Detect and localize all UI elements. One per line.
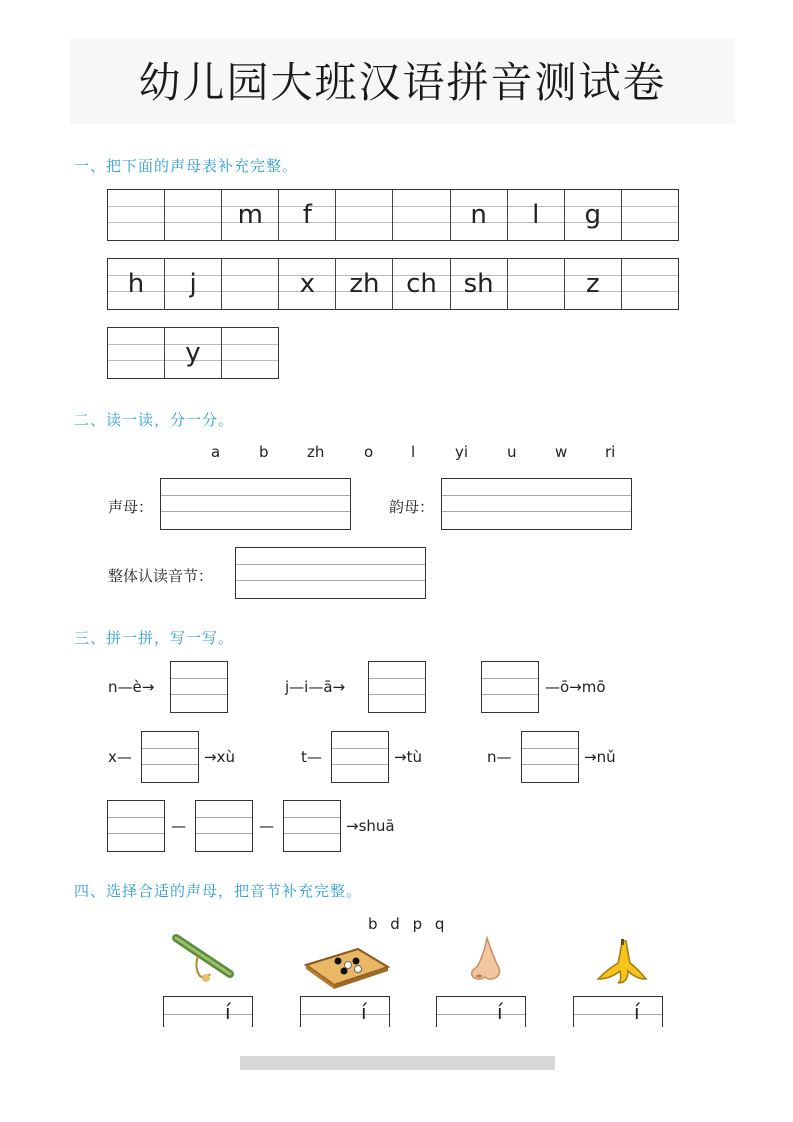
- syllable-ending: í: [225, 1000, 231, 1024]
- grid-cell[interactable]: [622, 259, 678, 309]
- pinyin-prompt: t—: [301, 748, 322, 766]
- letter-item: a: [211, 443, 221, 461]
- grid-cell: f: [279, 190, 336, 240]
- letter-item: yi: [455, 443, 469, 461]
- grid-cell[interactable]: [108, 190, 165, 240]
- pinyin-result: →tù: [394, 748, 422, 766]
- go-board-icon: [298, 945, 392, 989]
- grid-cell[interactable]: [108, 328, 165, 378]
- letter-item: u: [507, 443, 517, 461]
- syllable-ending: í: [361, 1000, 367, 1024]
- pinyin-prompt: n—: [487, 748, 512, 766]
- pinyin-result: →nǔ: [584, 748, 616, 766]
- section3-heading: 三、拼一拼，写一写。: [74, 629, 235, 647]
- letter-item: ri: [605, 443, 616, 461]
- letter-item: w: [555, 443, 568, 461]
- shengmu-grid-row2: [107, 258, 679, 310]
- shengmu-grid-row3: [107, 327, 279, 379]
- grid-cell: y: [165, 328, 222, 378]
- pinyin-answer-box[interactable]: [331, 731, 389, 783]
- syllable-ending: í: [497, 1000, 503, 1024]
- pinyin-prompt: —ō→mō: [545, 678, 606, 696]
- syllable-answer-box[interactable]: [436, 996, 526, 1028]
- grid-cell: x: [279, 259, 336, 309]
- grid-cell[interactable]: [336, 190, 393, 240]
- flute-icon: [170, 932, 236, 984]
- section2-heading: 二、读一读，分一分。: [74, 411, 235, 429]
- grid-cell[interactable]: [622, 190, 678, 240]
- grid-cell[interactable]: [393, 190, 450, 240]
- grid-cell: zh: [336, 259, 393, 309]
- letter-item: l: [411, 443, 416, 461]
- pinyin-result: →shuā: [346, 817, 395, 835]
- yunmu-label: 韵母：: [389, 498, 435, 516]
- shengmu-answer-box[interactable]: [160, 478, 351, 530]
- grid-cell[interactable]: [165, 190, 222, 240]
- grid-cell: m: [222, 190, 279, 240]
- section1-heading: 一、把下面的声母表补充完整。: [74, 157, 299, 175]
- grid-cell[interactable]: [222, 328, 278, 378]
- pinyin-answer-box[interactable]: [283, 800, 341, 852]
- grid-cell: z: [565, 259, 622, 309]
- dash: —: [171, 817, 186, 835]
- letter-item: o: [364, 443, 374, 461]
- yunmu-answer-box[interactable]: [441, 478, 632, 530]
- grid-cell: sh: [451, 259, 508, 309]
- grid-cell: ch: [393, 259, 450, 309]
- pinyin-answer-box[interactable]: [107, 800, 165, 852]
- grid-cell[interactable]: [222, 259, 279, 309]
- zhengti-answer-box[interactable]: [235, 547, 426, 599]
- syllable-answer-box[interactable]: [300, 996, 390, 1028]
- letter-item: zh: [307, 443, 325, 461]
- section4-heading: 四、选择合适的声母，把音节补充完整。: [74, 882, 363, 900]
- pinyin-prompt: j—i—ā→: [285, 678, 346, 696]
- pinyin-answer-box[interactable]: [195, 800, 253, 852]
- nose-icon: [463, 936, 507, 984]
- pinyin-result: →xù: [204, 748, 235, 766]
- syllable-ending: í: [634, 1000, 640, 1024]
- shengmu-options: b d p q: [368, 915, 445, 933]
- grid-cell: n: [451, 190, 508, 240]
- pinyin-prompt: x—: [108, 748, 132, 766]
- syllable-answer-box[interactable]: [573, 996, 663, 1028]
- shengmu-label: 声母：: [108, 498, 154, 516]
- zhengti-label: 整体认读音节：: [108, 567, 214, 585]
- grid-cell: j: [165, 259, 222, 309]
- grid-cell: l: [508, 190, 565, 240]
- pinyin-answer-box[interactable]: [521, 731, 579, 783]
- pinyin-answer-box[interactable]: [170, 661, 228, 713]
- dash: —: [259, 817, 274, 835]
- pinyin-answer-box[interactable]: [141, 731, 199, 783]
- grid-cell[interactable]: [508, 259, 565, 309]
- pinyin-prompt: n—è→: [108, 678, 155, 696]
- syllable-answer-box[interactable]: [163, 996, 253, 1028]
- page-footer: [0, 1027, 793, 1122]
- grid-cell: h: [108, 259, 165, 309]
- page-title: 幼儿园大班汉语拼音测试卷: [138, 58, 667, 107]
- letter-item: b: [259, 443, 269, 461]
- pinyin-answer-box[interactable]: [368, 661, 426, 713]
- grid-cell: g: [565, 190, 622, 240]
- banana-peel-icon: [596, 937, 654, 985]
- shengmu-grid-row1: [107, 189, 679, 241]
- pinyin-answer-box[interactable]: [481, 661, 539, 713]
- blurred-footer-bar: [240, 1056, 555, 1070]
